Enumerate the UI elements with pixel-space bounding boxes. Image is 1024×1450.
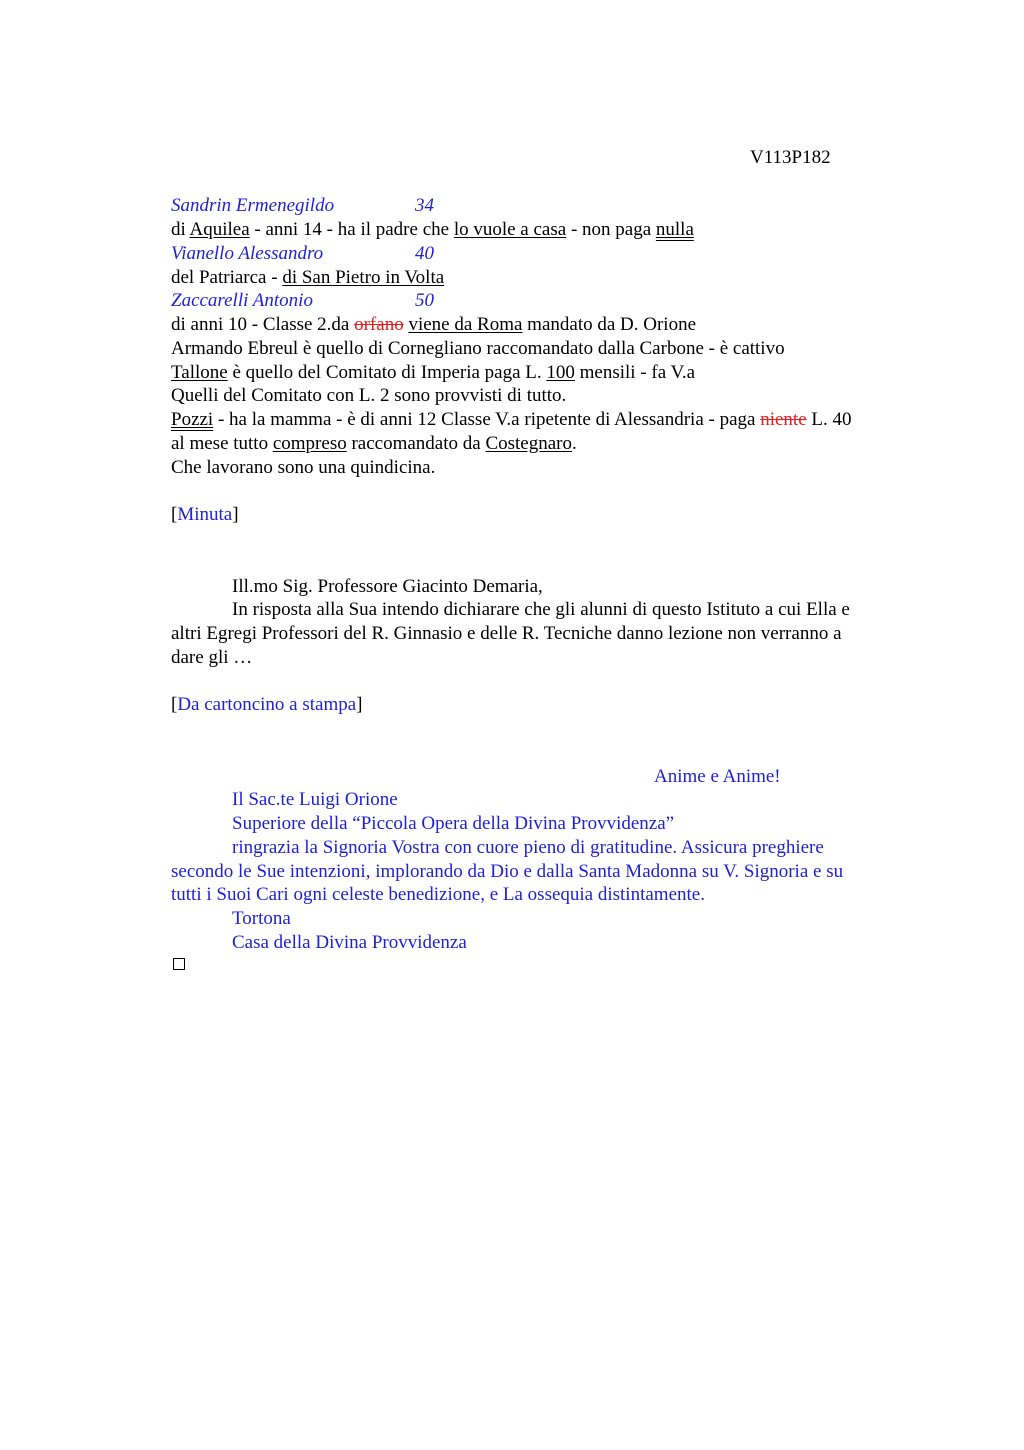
text: al mese tutto <box>171 433 273 454</box>
entry-number: 34 <box>415 195 434 216</box>
text: - anni 14 - ha il padre che <box>249 219 454 240</box>
line-7 <box>171 408 852 432</box>
text: di <box>171 219 190 240</box>
underlined-text: 100 <box>546 362 575 383</box>
card-sender: Il Sac.te Luigi Orione <box>232 789 398 810</box>
card-motto: Anime e Anime! <box>654 766 781 787</box>
line-1 <box>171 218 694 242</box>
line-9: Che lavorano sono una quindicina. <box>171 457 436 478</box>
line-4: Armando Ebreul è quello di Cornegliano raccomandato dalla Carbone - è cattivo <box>171 338 785 359</box>
line-3 <box>171 313 696 337</box>
entry-name: Vianello Alessandro <box>171 243 324 264</box>
card-label: [Da cartoncino a stampa] <box>171 694 363 715</box>
card-city: Tortona <box>232 908 291 929</box>
card-text-3: tutti i Suoi Cari ogni celeste benedizione, e La ossequia distintamente. <box>171 884 705 905</box>
text: - ha la mamma - è di anni 12 Classe V.a ripetente di Alessandria - paga <box>213 409 761 430</box>
struck-text: orfano <box>354 314 404 335</box>
underlined-text: Costegnaro <box>485 433 572 454</box>
section-label: Minuta <box>177 504 233 525</box>
text: L. 40 <box>806 409 852 430</box>
double-underlined-text: nulla <box>655 219 694 240</box>
line-6: Quelli del Comitato con L. 2 sono provvisti di tutto. <box>171 385 567 406</box>
entry-number: 40 <box>415 243 434 264</box>
underlined-text: Tallone <box>171 362 228 383</box>
letter-salutation: Ill.mo Sig. Professore Giacinto Demaria, <box>232 576 543 597</box>
minuta-label: [Minuta] <box>171 504 239 525</box>
letter-line-2: altri Egregi Professori del R. Ginnasio e delle R. Tecniche danno lezione non verranno a <box>171 623 842 644</box>
text: del Patriarca - <box>171 267 283 288</box>
entry-number: 50 <box>415 290 434 311</box>
card-text-1: ringrazia la Signoria Vostra con cuore pieno di gratitudine. Assicura preghiere <box>232 837 824 858</box>
card-house: Casa della Divina Provvidenza <box>232 932 467 953</box>
document-id: V113P182 <box>750 147 831 168</box>
section-label: Da cartoncino a stampa <box>177 694 357 715</box>
struck-text: niente <box>760 409 807 430</box>
text: mandato da D. Orione <box>522 314 697 335</box>
text: raccomandato da <box>346 433 486 454</box>
entry-1 <box>171 194 471 218</box>
text: . <box>572 433 577 454</box>
checkbox-icon <box>173 958 185 970</box>
line-8 <box>171 432 577 456</box>
entry-name: Zaccarelli Antonio <box>171 290 313 311</box>
card-text-2: secondo le Sue intenzioni, implorando da Dio e dalla Santa Madonna su V. Signoria e su <box>171 861 844 882</box>
line-2 <box>171 266 444 290</box>
text: mensili - fa V.a <box>574 362 696 383</box>
entry-3 <box>171 289 471 313</box>
line-5 <box>171 361 695 385</box>
underlined-text: Aquilea <box>189 219 250 240</box>
underlined-text: compreso <box>272 433 347 454</box>
underlined-text: lo vuole a casa <box>453 219 567 240</box>
underlined-text: viene da Roma <box>408 314 523 335</box>
letter-line-3: dare gli … <box>171 647 253 668</box>
text: - non paga <box>566 219 656 240</box>
underlined-text: di San Pietro in Volta <box>282 267 445 288</box>
double-underlined-text: Pozzi <box>171 409 214 430</box>
letter-line-1: In risposta alla Sua intendo dichiarare che gli alunni di questo Istituto a cui Ella e <box>232 599 850 620</box>
text: di anni 10 - Classe 2.da <box>171 314 355 335</box>
entry-name: Sandrin Ermenegildo <box>171 195 335 216</box>
text: è quello del Comitato di Imperia paga L. <box>227 362 547 383</box>
entry-2 <box>171 242 471 266</box>
card-title: Superiore della “Piccola Opera della Divina Provvidenza” <box>232 813 675 834</box>
